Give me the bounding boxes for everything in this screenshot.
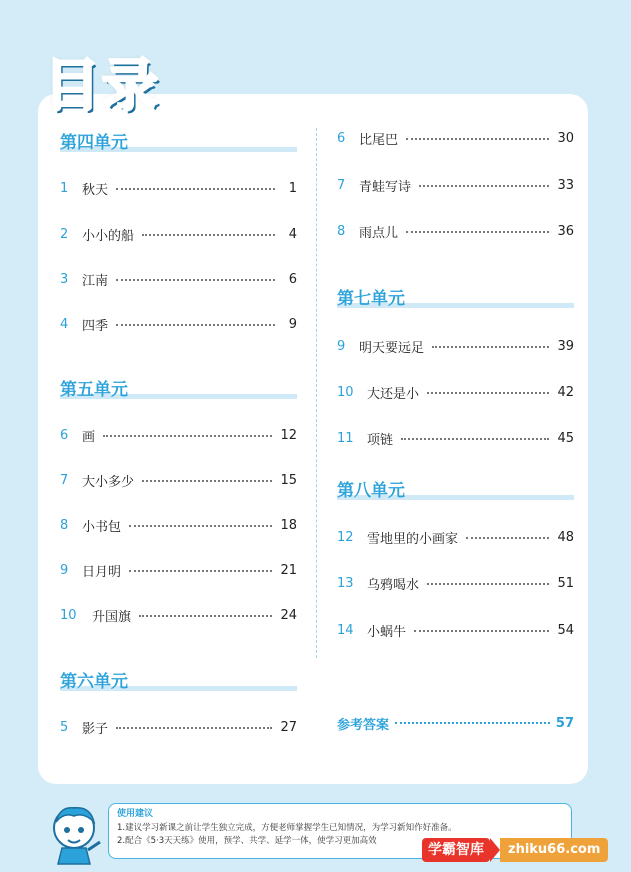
toc-entry[interactable]: 12 雪地里的小画家 48 <box>337 529 574 547</box>
tips-title: 使用建议 <box>117 809 154 819</box>
toc-entry[interactable]: 7 大小多少 15 <box>60 472 297 490</box>
toc-entry[interactable]: 11 项链 45 <box>337 430 574 448</box>
unit-heading-6: 第六单元 <box>60 667 297 691</box>
page-title: 目录 <box>44 54 160 119</box>
toc-entry[interactable]: 5 影子 27 <box>60 719 297 737</box>
toc-entry[interactable]: 10 升国旗 24 <box>60 607 297 625</box>
answers-entry[interactable] <box>337 713 574 733</box>
tips-line: 1.建议学习新课之前让学生独立完成，方便老师掌握学生已知情况，为学习新知作好准备。 <box>117 823 457 833</box>
unit-heading-8: 第八单元 <box>337 476 574 500</box>
toc-entry[interactable]: 14 小蜗牛 54 <box>337 622 574 640</box>
answers-label: 参考答案 <box>337 717 390 733</box>
watermark <box>422 836 622 864</box>
unit-heading-7: 第七单元 <box>337 284 574 308</box>
watermark-arrow-icon <box>490 838 500 862</box>
mascot-illustration <box>44 800 106 866</box>
toc-entry[interactable]: 13 乌鸦喝水 51 <box>337 575 574 593</box>
answers-page: 57 <box>555 715 574 731</box>
watermark-badge: 学霸智库 <box>422 838 490 862</box>
toc-entry[interactable]: 10 大还是小 42 <box>337 384 574 402</box>
toc-entry[interactable]: 7 青蛙写诗 33 <box>337 177 574 195</box>
tips-line: 2.配合《5·3天天练》使用，预学、共学、延学一体，使学习更加高效 <box>117 836 377 846</box>
toc-entry[interactable]: 9 明天要远足 39 <box>337 338 574 356</box>
toc-entry[interactable]: 2 小小的船 4 <box>60 226 297 244</box>
unit-heading-4: 第四单元 <box>60 128 297 152</box>
watermark-url: zhiku66.com <box>500 838 608 862</box>
toc-entry[interactable]: 6 比尾巴 30 <box>337 130 574 148</box>
toc-entry[interactable]: 8 雨点儿 36 <box>337 223 574 241</box>
toc-entry[interactable]: 1 秋天 1 <box>60 180 297 198</box>
unit-heading-5: 第五单元 <box>60 375 297 399</box>
toc-entry[interactable]: 8 小书包 18 <box>60 517 297 535</box>
toc-entry[interactable]: 9 日月明 21 <box>60 562 297 580</box>
toc-entry[interactable]: 6 画 12 <box>60 427 297 445</box>
toc-entry[interactable]: 4 四季 9 <box>60 316 297 334</box>
toc-entry[interactable]: 3 江南 6 <box>60 271 297 289</box>
column-divider <box>316 128 317 658</box>
